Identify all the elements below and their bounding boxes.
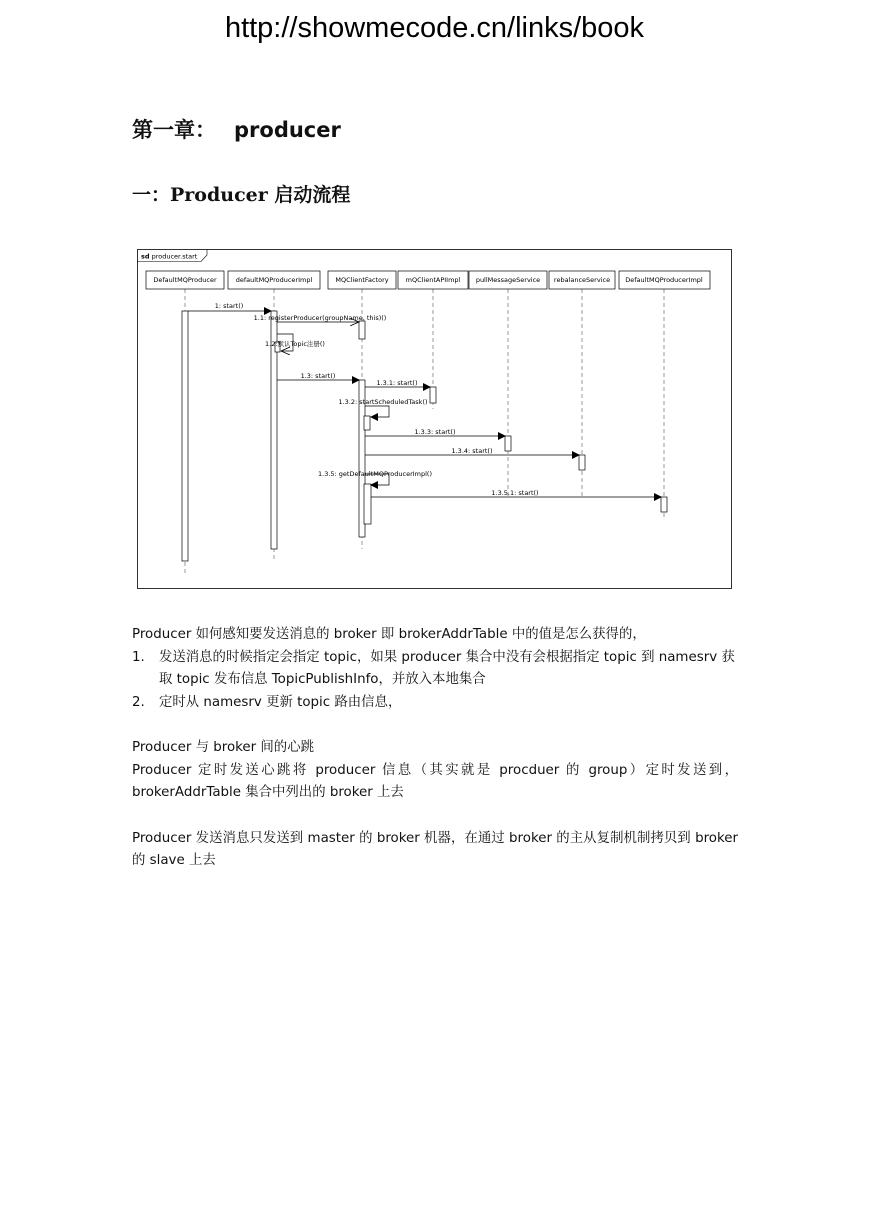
list-text: 发送消息的时候指定会指定 topic，如果 producer 集合中没有会根据指定 topic 到 namesrv 获取 topic 发布信息 TopicPublishInfo，并放入本地集合 xyxy=(159,649,735,687)
body-text xyxy=(132,624,738,873)
activation-2c xyxy=(364,484,371,524)
activation-5 xyxy=(579,455,585,470)
numbered-list xyxy=(132,647,738,715)
lifeline-label-5: rebalanceService xyxy=(553,276,611,284)
chapter-prefix: 第一章： xyxy=(132,118,216,142)
lifeline-label-3: mQClientAPIImpl xyxy=(405,276,461,284)
message-label-1-3-1: 1.3.1: start() xyxy=(376,379,418,387)
activation-6 xyxy=(661,497,667,512)
diagram-frame xyxy=(138,250,732,589)
lifeline-label-2: MQClientFactory xyxy=(335,276,389,284)
message-label-1-1: 1.1: registerProducer(groupName, this)() xyxy=(253,314,387,322)
heartbeat-title: Producer 与 broker 间的心跳 xyxy=(132,740,314,755)
message-label-1-3: 1.3: start() xyxy=(300,372,336,380)
activation-3 xyxy=(430,387,436,403)
list-number: 1. xyxy=(132,649,145,665)
chapter-heading xyxy=(132,114,341,144)
chapter-name: producer xyxy=(234,118,341,142)
frame-label-sd: sd xyxy=(141,252,150,261)
heartbeat-paragraph: Producer 定时发送心跳将 producer 信息（其实就是 procduer 的 group）定时发送到，brokerAddrTable 集合中列出的 broker 上去 xyxy=(132,762,738,800)
message-label-1-3-4: 1.3.4: start() xyxy=(451,447,493,455)
lifeline-label-0: DefaultMQProducer xyxy=(153,276,217,284)
frame-label-name: producer.start xyxy=(151,252,198,261)
list-text: 定时从 namesrv 更新 topic 路由信息， xyxy=(159,694,402,710)
message-label-1-2: 1.2:默认Topic注册() xyxy=(265,340,325,348)
lifeline-label-1: defaultMQProducerImpl xyxy=(235,276,313,284)
lifeline-label-6: DefaultMQProducerImpl xyxy=(625,276,703,284)
list-number: 2. xyxy=(132,694,145,710)
message-label-1-3-5: 1.3.5: getDefaultMQProducerImpl() xyxy=(318,470,432,478)
activation-2b xyxy=(364,416,370,430)
svg-text:sd producer.start xyxy=(141,253,198,261)
header-url: http://showmecode.cn/links/book xyxy=(224,12,645,44)
message-label-1-3-2: 1.3.2: startScheduledTask() xyxy=(338,398,428,406)
sequence-diagram xyxy=(137,249,732,589)
activation-4 xyxy=(505,436,511,451)
message-label-1-3-5-1: 1.3.5.1: start() xyxy=(491,489,539,497)
message-label-1: 1: start() xyxy=(214,302,244,310)
paragraph-broker-question: Producer 如何感知要发送消息的 broker 即 brokerAddrTable 中的值是怎么获得的， xyxy=(132,627,646,642)
master-paragraph: Producer 发送消息只发送到 master 的 broker 机器，在通过 broker 的主从复制机制拷贝到 broker 的 slave 上去 xyxy=(132,830,738,868)
list-item xyxy=(132,692,738,715)
activation-2a xyxy=(359,321,365,339)
activation-0 xyxy=(182,311,188,561)
message-label-1-3-3: 1.3.3: start() xyxy=(414,428,456,436)
list-item xyxy=(132,647,738,692)
section-heading: 一：Producer 启动流程 xyxy=(132,184,351,206)
lifeline-label-4: pullMessageService xyxy=(475,276,541,284)
